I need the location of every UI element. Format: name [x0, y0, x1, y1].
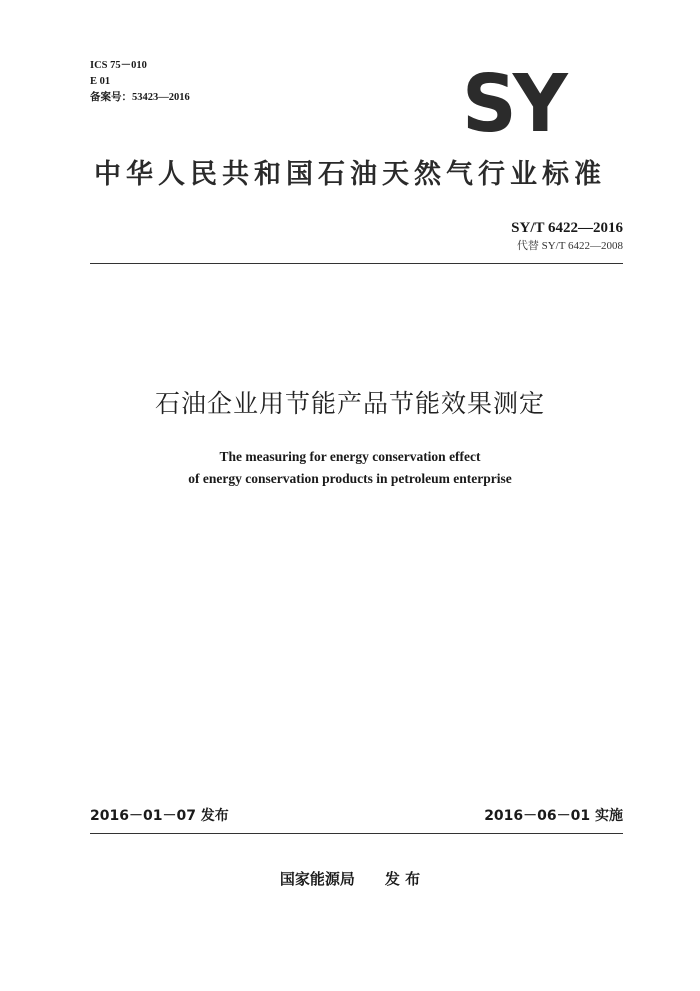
industry-standard-title: 中华人民共和国石油天然气行业标准 — [94, 159, 606, 190]
replaces-standard: 代替 SY/T 6422—2008 — [516, 240, 623, 252]
standard-number-block — [511, 218, 623, 254]
bottom-divider — [90, 833, 623, 834]
issuer-action: 发 布 — [384, 870, 421, 888]
standard-number: SY/T 6422—2016 — [511, 220, 623, 236]
issuer-line — [0, 868, 700, 889]
top-divider — [90, 263, 623, 264]
ics-code: ICS 75－010 — [90, 60, 147, 71]
document-title-en — [0, 446, 700, 490]
implementation-date: 2016－06－01 实施 — [484, 808, 623, 824]
title-en-line-2: of energy conservation products in petroleum enterprise — [188, 471, 512, 486]
issue-date: 2016－01－07 发布 — [90, 808, 229, 824]
title-en-line-1: The measuring for energy conservation effect — [219, 449, 481, 464]
sy-logo: SY — [462, 56, 564, 150]
ccs-code: E 01 — [90, 76, 111, 87]
issuer-name: 国家能源局 — [279, 870, 355, 888]
document-title-zh: 石油企业用节能产品节能效果测定 — [154, 389, 545, 418]
header-meta — [90, 58, 190, 106]
record-number: 备案号：53423—2016 — [90, 92, 190, 103]
